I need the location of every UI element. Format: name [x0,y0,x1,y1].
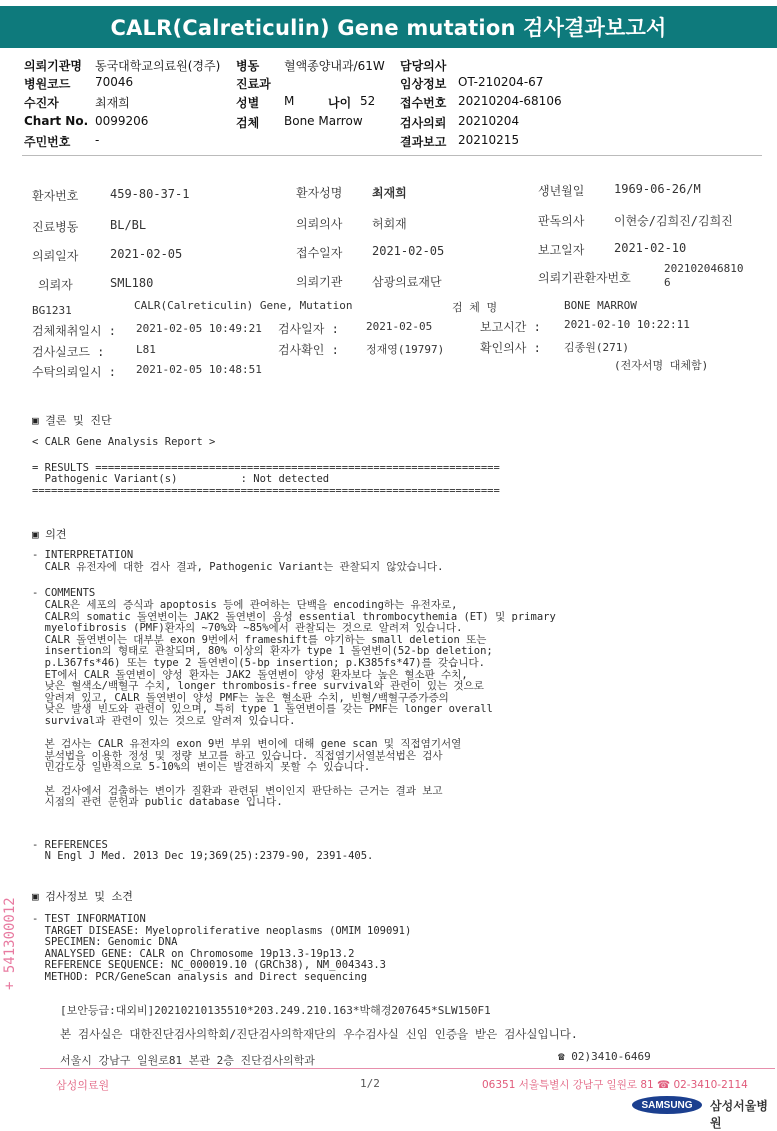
header-label: 병원코드 [24,77,71,91]
test-code: BG1231 [32,304,72,317]
header-label: 담당의사 [400,59,447,73]
report-date-label: 보고일자 [538,243,585,257]
header-label: 검체 [236,116,260,130]
header-label: 수진자 [24,96,59,110]
hospital-address: 06351 서울특별시 강남구 일원로 81 ☎ 02-3410-2114 [482,1079,748,1091]
reader-label: 판독의사 [538,214,585,228]
recv-date-label: 접수일자 [296,246,343,260]
requester-label: 의뢰자 [38,278,73,292]
dob-label: 생년월일 [538,184,585,198]
report-date: 2021-02-10 [614,241,687,255]
specimen-label: 검 체 명 [452,301,498,314]
header-value: OT-210204-67 [458,75,544,89]
confirm-doc: 김종원(271) [564,341,629,354]
header-label: 임상정보 [400,77,447,91]
patient-no-label: 환자번호 [32,189,79,203]
pathogenic-variant: Pathogenic Variant(s) : Not detected [32,473,330,485]
header-label: 결과보고 [400,135,447,149]
side-barcode-number: + 541300012 [2,897,18,990]
header-value: 동국대학교의료원(경주) [95,59,221,73]
security-line: [보안등급:대외비]20210210135510*203.249.210.163*박해경207645*SLW150F1 [60,1004,491,1017]
lab-address: 서울시 강남구 일원로81 본관 2층 진단검사의학과 [60,1054,315,1067]
header-label: 주민번호 [24,135,71,149]
ward: BL/BL [110,218,147,232]
req-date: 2021-02-05 [110,247,183,261]
header-label: 의뢰기관명 [24,59,82,73]
patient-no: 459-80-37-1 [110,187,190,201]
confirm-label: 검사확인 : [278,343,339,357]
pink-divider [40,1068,775,1069]
header-value: 0099206 [95,114,149,128]
header-label: 접수번호 [400,96,447,110]
room-label: 검사실코드 : [32,345,105,359]
header-value: 최재희 [95,96,130,110]
header-label: 성별 [236,96,260,110]
interpretation-heading: - INTERPRETATION [32,549,134,561]
ward-label: 진료병동 [32,220,79,234]
interpretation-body: CALR 유전자에 대한 검사 결과, Pathogenic Variant는 관찰되지 않았습니다. [32,561,444,573]
report-time: 2021-02-10 10:22:11 [564,318,690,331]
comments-body: CALR은 세포의 증식과 apoptosis 등에 관여하는 단백을 encoding하는 유전자로, CALR의 somatic 돌연변이는 JAK2 돌연변이 음성 essential thrombocythemia (ET) 및 primary myelofibrosis (PMF)환자의 ~70%와 ~85%에서 관찰되는 것으로 알려져 있습니다. CALR 돌연변이는 대부분 exon 9번에서 frameshift를 야기하는 small deletion 또는 insertion의 형태로 관찰되며, 80% 이상의 환자가 type 1 돌연변이(52-bp deletion; p.L367fs*46) 또는 type 2 돌연변이(5-bp insertion; p.K385fs*47)를 갖습니다. ET에서 CALR 돌연변이 양성 환자는 JAK2 돌연변이 양성 환자보다 높은 혈소판 수치, 낮은 혈색소/백혈구 수치, longer thrombosis-free survival와 관련이 있는 것으로 알려져 있고, CALR 돌연변이 양성 PMF는 높은 혈소판 수치, 빈혈/백혈구증가증의 낮은 발생 빈도와 관련이 있으며, 특히 type 1 돌연변이를 갖는 PMF는 longer overall survival과 관련이 있는 것으로 알려져 있습니다. 본 검사는 CALR 유전자의 exon 9번 부위 변이에 대해 gene scan 및 직접염기서열 분석법을 이용한 정성 및 정량 보고를 하고 있습니다. 직접염기서열분석법은 검사 민감도상 일반적으로 5-10%의 변이는 발견하지 못할 수 있습니다. 본 검사에서 검출하는 변이가 질환과 관련된 변이인지 판단하는 근거는 결과 보고 시점의 관련 문헌과 public database 입니다. [44,599,556,809]
confirm: 정재영(19797) [366,343,445,356]
header-value: 20210204-68106 [458,94,562,108]
receive-label: 수탁의뢰일시 : [32,365,117,379]
header-value: 20210204 [458,114,520,128]
results-end: ========================================================================== [32,485,500,497]
results-line: = RESULTS ================================================================ [32,462,500,474]
header-label: 나이 [328,96,352,110]
header-value: 70046 [95,75,134,89]
lab-phone: ☎ 02)3410-6469 [558,1050,651,1063]
header-label: Chart No. [24,114,89,128]
doctor-label: 의뢰의사 [296,217,343,231]
test-date: 2021-02-05 [366,320,433,333]
collect: 2021-02-05 10:49:21 [136,322,262,335]
comments-heading: - COMMENTS [32,587,96,599]
doctor: 허회재 [372,217,407,231]
divider [22,155,762,156]
inst-patient-no: 202102046810 [664,262,744,275]
inst-patient-no-2: 6 [664,276,671,289]
samsung-logo: SAMSUNG [632,1096,702,1114]
header-value: M [284,94,295,108]
header-value: 혈액종양내과/61W [284,59,385,73]
reader: 이현숭/김희진/김희진 [614,214,733,228]
collect-label: 검체채취일시 : [32,324,117,338]
conclusion-heading: ▣ 결론 및 진단 [32,414,112,427]
recv-date: 2021-02-05 [372,244,445,258]
receive: 2021-02-05 10:48:51 [136,363,262,376]
inst-patient-label: 의뢰기관환자번호 [538,271,631,285]
report-heading: < CALR Gene Analysis Report > [32,436,216,448]
header-value: Bone Marrow [284,114,363,128]
header-value: 20210215 [458,133,520,147]
confirm-doc-label: 확인의사 : [480,341,541,355]
header-label: 진료과 [236,77,271,91]
institution: 삼광의료재단 [372,275,442,289]
header-value: 52 [360,94,376,108]
header-label: 병동 [236,59,260,73]
room: L81 [136,343,156,356]
page-number: 1/2 [360,1077,380,1090]
certification: 본 검사실은 대한진단검사의학회/진단검사의학재단의 우수검사실 신임 인증을 받은 검사실입니다. [60,1027,578,1041]
samsung-hospital-name: 삼성서울병원 [710,1099,768,1130]
specimen: BONE MARROW [564,299,637,312]
test-date-label: 검사일자 : [278,322,339,336]
dob: 1969-06-26/M [614,182,701,196]
references-heading: - REFERENCES [32,839,108,851]
hospital-name: 삼성의료원 [56,1079,110,1092]
requester: SML180 [110,276,154,290]
req-date-label: 의뢰일자 [32,249,79,263]
header-value: - [95,133,100,147]
test-name: CALR(Calreticulin) Gene, Mutation [134,299,353,312]
institution-label: 의뢰기관 [296,275,343,289]
opinion-heading: ▣ 의견 [32,528,67,541]
report-title: CALR(Calreticulin) Gene mutation 검사결과보고서 [0,6,777,48]
esign-note: (전자서명 대체함) [614,359,709,372]
patient-name: 최재희 [372,186,407,200]
testinfo-heading: ▣ 검사정보 및 소견 [32,890,133,903]
testinfo-body: - TEST INFORMATION TARGET DISEASE: Myeloproliferative neoplasms (OMIM 109091) SPECIMEN: Genomic DNA ANALYSED GENE: CALR on Chromosome 19p13.3-19p13.2 REFERENCE SEQUENCE: NC_000019.10 (GRCh38), NM_004343.3 METHOD: PCR/GeneScan analysis and Direct sequencing [32,913,412,983]
report-time-label: 보고시간 : [480,320,541,334]
header-label: 검사의뢰 [400,116,447,130]
references-body: N Engl J Med. 2013 Dec 19;369(25):2379-90, 2391-405. [32,850,374,862]
patient-name-label: 환자성명 [296,186,343,200]
